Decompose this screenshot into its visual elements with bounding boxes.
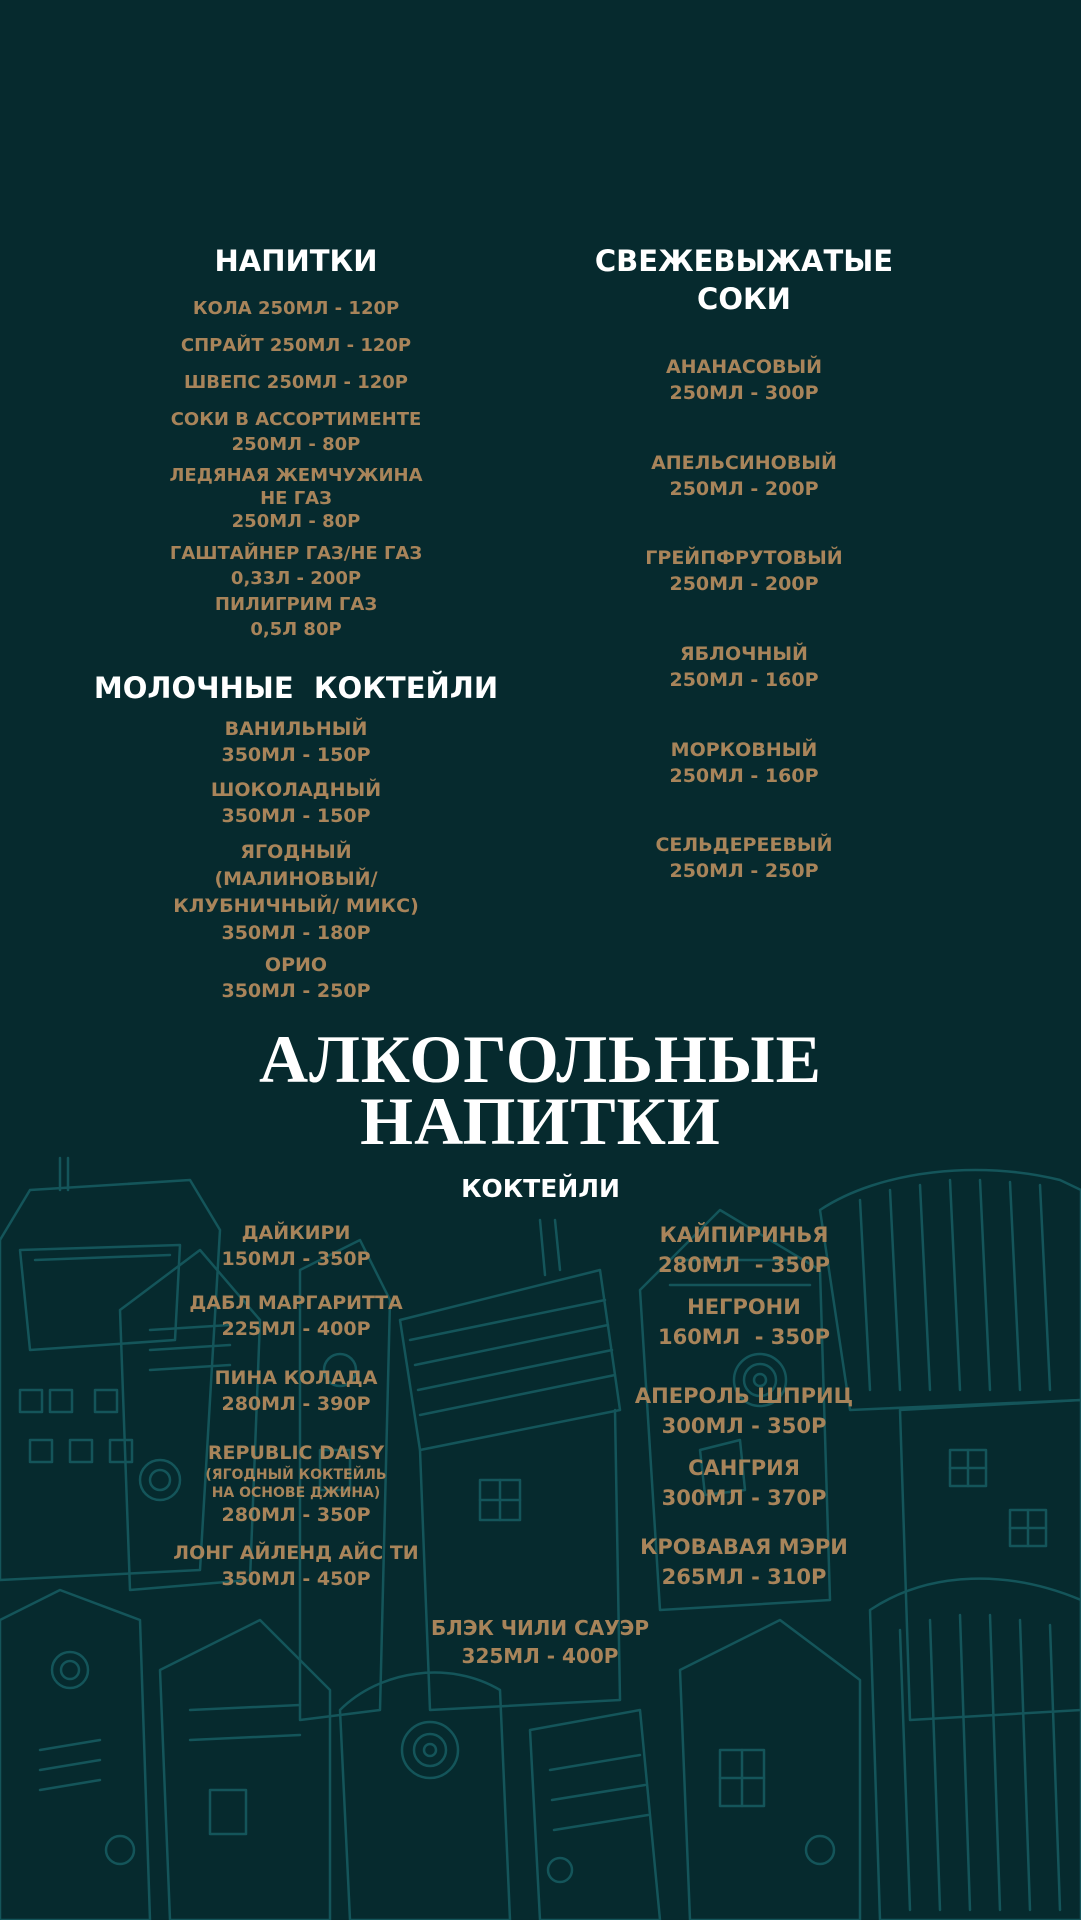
menu-item-line: МОРКОВНЫЙ <box>670 739 818 761</box>
menu-item-line: ЛЕДЯНАЯ ЖЕМЧУЖИНА <box>169 465 423 486</box>
menu-item-line: НЕ ГАЗ <box>260 488 332 509</box>
menu-item-grapefruit-juice <box>544 545 944 597</box>
menu-item-cola <box>96 296 496 321</box>
menu-item-aperol-spritz <box>544 1381 944 1441</box>
menu-item-line: 350МЛ - 250Р <box>221 980 371 1002</box>
juices-title-line: СОКИ <box>697 282 791 316</box>
menu-item-line: АПЕЛЬСИНОВЫЙ <box>651 452 837 474</box>
menu-item-name: БЛЭК ЧИЛИ САУЭР <box>431 1616 649 1640</box>
menu-item-name: ДАБЛ МАРГАРИТТА <box>189 1292 403 1314</box>
menu-item-line: КЛУБНИЧНЫЙ/ МИКС) <box>173 895 419 917</box>
menu-item-name: АПЕРОЛЬ ШПРИЦ <box>634 1384 854 1408</box>
menu-item-line: ГАШТАЙНЕР ГАЗ/НЕ ГАЗ <box>169 543 423 564</box>
menu-item-line: 250МЛ - 80Р <box>231 434 361 455</box>
menu-item-line: 250МЛ - 160Р <box>669 669 819 691</box>
menu-item-celery-juice <box>544 832 944 884</box>
juices-section-title <box>544 242 944 318</box>
menu-item-line: ПИЛИГРИМ ГАЗ <box>214 594 378 615</box>
menu-item-orange-juice <box>544 450 944 502</box>
menu-item-name: ДАЙКИРИ <box>241 1222 351 1244</box>
menu-item-name: САНГРИЯ <box>688 1456 800 1480</box>
menu-item-name: КРОВАВАЯ МЭРИ <box>640 1535 848 1559</box>
menu-item-price: 160МЛ - 350Р <box>657 1325 831 1349</box>
menu-item-line: ШОКОЛАДНЫЙ <box>210 779 382 801</box>
menu-item-name: ЛОНГ АЙЛЕНД АЙС ТИ <box>173 1542 419 1564</box>
menu-item-price: 300МЛ - 370Р <box>661 1486 827 1510</box>
menu-item-pineapple-juice <box>544 354 944 406</box>
menu-item-price: 280МЛ - 350Р <box>657 1253 831 1277</box>
menu-item-price: 280МЛ - 350Р <box>221 1504 371 1526</box>
menu-item-daiquiri <box>96 1220 496 1272</box>
menu-item-line: 250МЛ - 160Р <box>669 765 819 787</box>
menu-item-sprite <box>96 333 496 358</box>
menu-item-sangria <box>544 1453 944 1513</box>
menu-item-line: СЕЛЬДЕРЕЕВЫЙ <box>655 834 833 856</box>
menu-item-line: 350МЛ - 150Р <box>221 805 371 827</box>
menu-item-name: НЕГРОНИ <box>687 1295 801 1319</box>
milkshakes-section-title: МОЛОЧНЫЕ КОКТЕЙЛИ <box>93 671 499 705</box>
menu-item-line: СПРАЙТ 250МЛ - 120Р <box>180 335 412 356</box>
menu-item-berry-shake <box>96 839 496 947</box>
menu-item-note: НА ОСНОВЕ ДЖИНА) <box>211 1485 381 1501</box>
menu-item-line: 250МЛ - 300Р <box>669 382 819 404</box>
menu-item-price: 150МЛ - 350Р <box>221 1248 371 1270</box>
menu-item-oreo-shake <box>96 952 496 1004</box>
alcohol-section-title <box>0 1021 1081 1159</box>
juices-title-line: СВЕЖЕВЫЖАТЫЕ <box>594 244 894 278</box>
cocktails-subtitle: КОКТЕЙЛИ <box>461 1174 620 1203</box>
menu-item-line: (МАЛИНОВЫЙ/ <box>214 868 378 890</box>
menu-item-negroni <box>544 1292 944 1352</box>
menu-item-line: СОКИ В АССОРТИМЕНТЕ <box>170 409 422 430</box>
menu-item-carrot-juice <box>544 737 944 789</box>
menu-item-name: REPUBLIC DAISY <box>207 1442 385 1464</box>
menu-item-bloody-mary <box>544 1532 944 1592</box>
menu-item-line: ВАНИЛЬНЫЙ <box>224 718 368 740</box>
menu-item-line: 250МЛ - 200Р <box>669 573 819 595</box>
menu-item-line: ЯГОДНЫЙ <box>240 841 352 863</box>
menu-item-republic-daisy <box>96 1440 496 1528</box>
menu-item-schweppes <box>96 370 496 395</box>
menu-item-price: 280МЛ - 390Р <box>221 1393 371 1415</box>
menu-item-line: ГРЕЙПФРУТОВЫЙ <box>645 547 843 569</box>
menu-item-line: 0,5Л 80Р <box>250 619 342 640</box>
menu-item-line: 250МЛ - 200Р <box>669 478 819 500</box>
menu-item-vanilla-shake <box>96 716 496 768</box>
menu-item-price: 265МЛ - 310Р <box>661 1565 827 1589</box>
menu-item-juices-assorted <box>96 407 496 457</box>
menu-item-line: КОЛА 250МЛ - 120Р <box>192 298 400 319</box>
menu-item-long-island <box>96 1540 496 1592</box>
menu-item-name: ПИНА КОЛАДА <box>214 1367 378 1389</box>
menu-item-price: 225МЛ - 400Р <box>221 1318 371 1340</box>
menu-item-line: 0,33Л - 200Р <box>230 568 362 589</box>
menu-item-pilgrim <box>96 592 496 642</box>
menu-item-caipirinha <box>544 1220 944 1280</box>
menu-item-pina-colada <box>96 1365 496 1417</box>
menu-item-gasteiner <box>96 541 496 591</box>
menu-item-line: ШВЕПС 250МЛ - 120Р <box>184 372 408 393</box>
menu-item-apple-juice <box>544 641 944 693</box>
menu-item-price: 300МЛ - 350Р <box>661 1414 827 1438</box>
menu-item-line: АНАНАСОВЫЙ <box>665 356 823 378</box>
menu-item-line: 350МЛ - 150Р <box>221 744 371 766</box>
menu-item-line: ЯБЛОЧНЫЙ <box>680 643 808 665</box>
menu-item-line: 250МЛ - 80Р <box>231 511 361 532</box>
menu-item-black-chili-sour <box>340 1614 740 1670</box>
menu-item-price: 325МЛ - 400Р <box>461 1644 619 1668</box>
alcohol-title-line: АЛКОГОЛЬНЫЕ <box>258 1021 822 1097</box>
drinks-section-title: НАПИТКИ <box>214 244 378 278</box>
menu-item-name: КАЙПИРИНЬЯ <box>659 1223 829 1247</box>
menu-item-line: ОРИО <box>264 954 328 976</box>
menu-item-ice-pearl <box>96 464 496 533</box>
menu-item-line: 350МЛ - 180Р <box>221 922 371 944</box>
menu-item-price: 350МЛ - 450Р <box>221 1568 371 1590</box>
menu-item-chocolate-shake <box>96 777 496 829</box>
menu-item-double-margarita <box>96 1290 496 1342</box>
alcohol-title-line: НАПИТКИ <box>360 1083 721 1159</box>
menu-item-line: 250МЛ - 250Р <box>669 860 819 882</box>
menu-item-note: (ЯГОДНЫЙ КОКТЕЙЛЬ <box>205 1467 387 1483</box>
